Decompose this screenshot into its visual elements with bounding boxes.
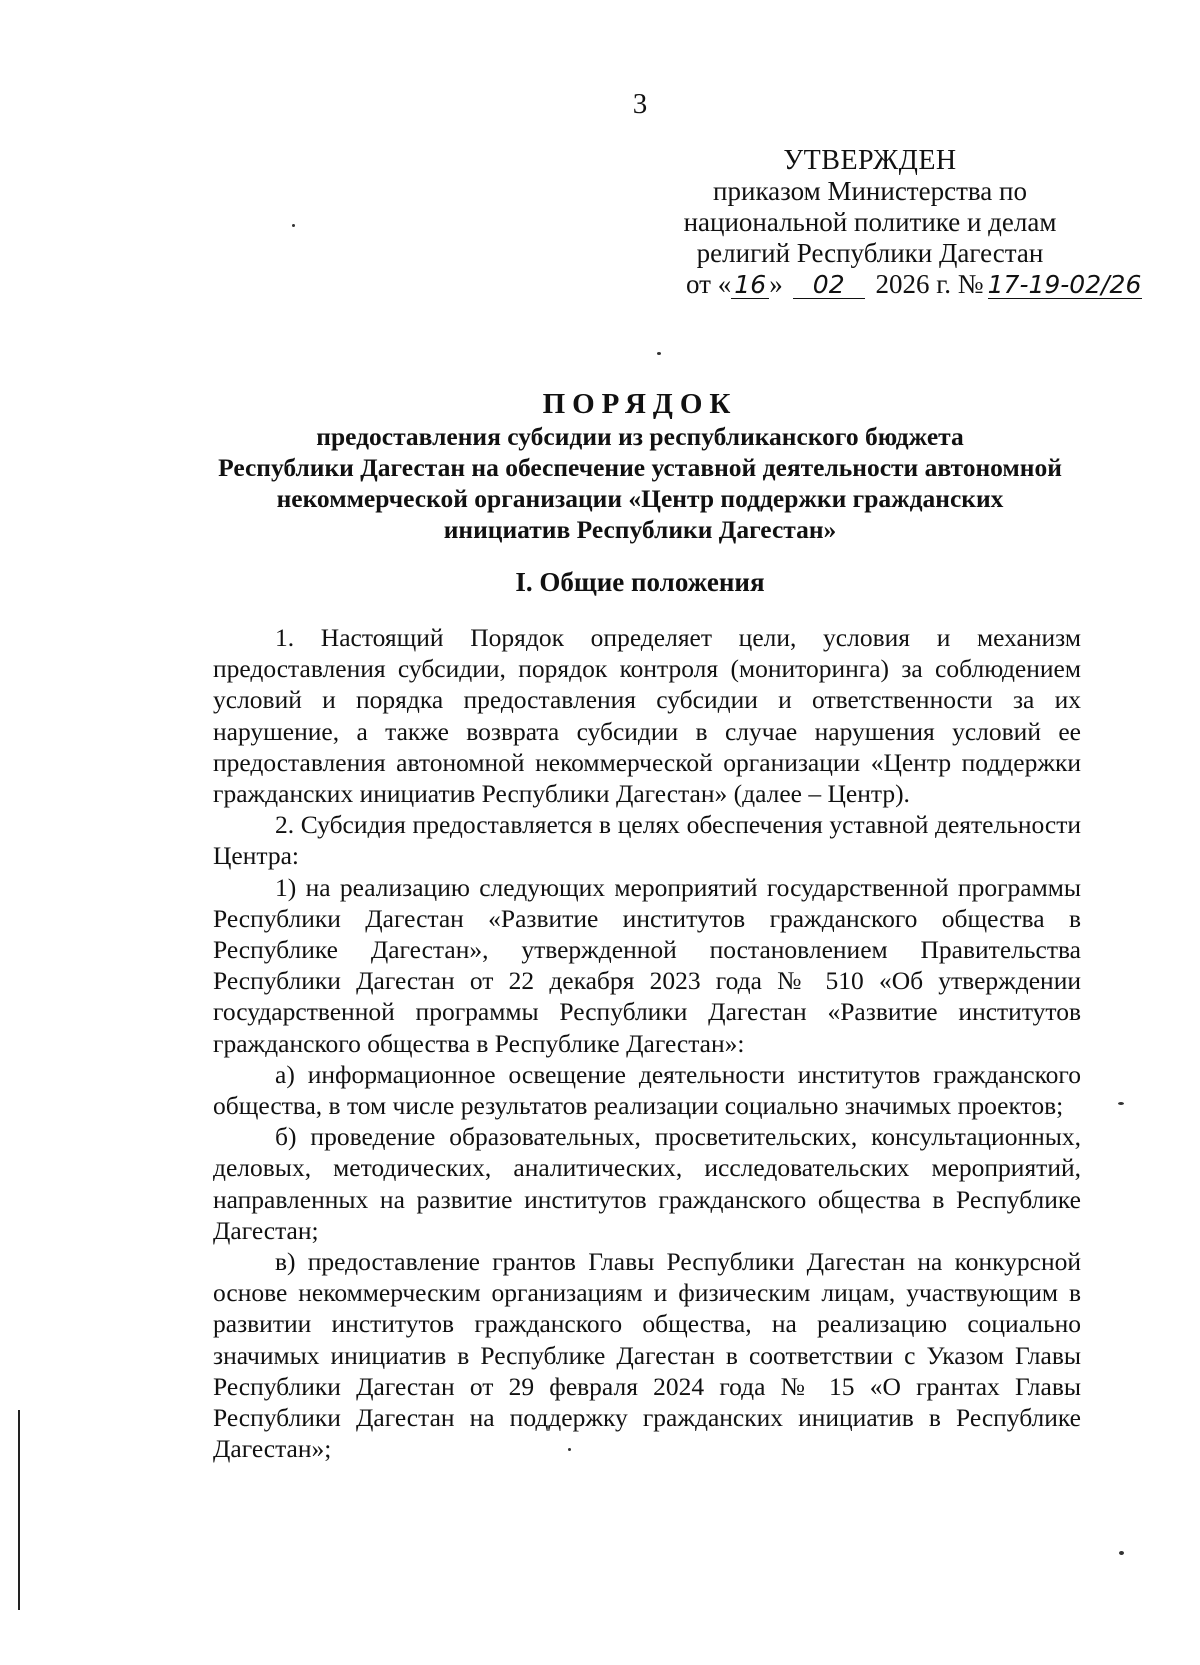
document-subtitle xyxy=(200,421,1080,545)
approval-line: религий Республики Дагестан xyxy=(696,238,1044,268)
page-number: 3 xyxy=(632,88,648,120)
approval-date-line xyxy=(680,269,1142,300)
subtitle-line: Республики Дагестан на обеспечение уставной деятельности автономной xyxy=(218,453,1062,482)
paragraph-item-b: б) проведение образовательных, просветительских, консультационных, деловых, методических, аналитических, исследовательских мероприятий, направленных на развитие институтов гражданского общества в Республике Дагестан; xyxy=(213,1122,1081,1245)
date-mid: » xyxy=(769,269,783,299)
date-year: 2026 г. № xyxy=(875,269,984,299)
approval-stamp-block xyxy=(680,145,1142,300)
scan-speck xyxy=(568,1448,571,1451)
handwritten-order-number: 17-19-02/26 xyxy=(987,270,1142,299)
approval-line: приказом Министерства по xyxy=(713,176,1027,206)
subtitle-line: инициатив Республики Дагестан» xyxy=(443,515,837,544)
paragraph-subclause-1: 1) на реализацию следующих мероприятий государственной программы Республики Дагестан «Развитие институтов гражданского общества в Республике Дагестан», утвержденной постановлением Правительства Республики Дагестан от 22 декабря 2023 года № 510 «Об утверждении государственной программы Республики Дагестан «Развитие институтов гражданского общества в Республике Дагестан»: xyxy=(213,872,1081,1058)
approval-line: национальной политике и делам xyxy=(683,207,1057,237)
section-heading: I. Общие положения xyxy=(515,567,765,597)
subtitle-line: предоставления субсидии из республиканского бюджета xyxy=(316,422,964,451)
paragraph-item-v: в) предоставление грантов Главы Республики Дагестан на конкурсной основе некоммерческим организациям и физическим лицам, участвующим в развитии институтов гражданского общества, на реализацию социально значимых инициатив в Республике Дагестан в соответствии с Указом Главы Республики Дагестан от 29 февраля 2024 года № 15 «О грантах Главы Республики Дагестан на поддержку гражданских инициатив в Республике Дагестан»; xyxy=(213,1247,1081,1464)
scan-speck xyxy=(1118,1102,1124,1105)
scan-speck xyxy=(1119,1551,1124,1555)
paragraph-item-a: а) информационное освещение деятельности институтов гражданского общества, в том числе результатов реализации социально значимых проектов; xyxy=(213,1059,1081,1121)
scan-margin-line xyxy=(18,1410,20,1610)
date-prefix: от « xyxy=(686,269,732,299)
scan-speck xyxy=(292,224,295,227)
subtitle-line: некоммерческой организации «Центр поддержки гражданских xyxy=(276,484,1004,513)
handwritten-day: 16 xyxy=(731,272,769,299)
paragraph-clause-1: 1. Настоящий Порядок определяет цели, условия и механизм предоставления субсидии, порядок контроля (мониторинга) за соблюдением условий и порядка предоставления субсидии и ответственности за их нарушение, а также возврата субсидии в случае нарушения условий ее предоставления автономной некоммерческой организации «Центр поддержки гражданских инициатив Республики Дагестан» (далее – Центр). xyxy=(213,623,1081,809)
document-title: ПОРЯДОК xyxy=(542,388,738,420)
handwritten-month: 02 xyxy=(793,272,865,299)
document-body xyxy=(213,622,1081,1464)
approval-heading: УТВЕРЖДЕН xyxy=(783,145,957,176)
paragraph-clause-2: 2. Субсидия предоставляется в целях обеспечения уставной деятельности Центра: xyxy=(213,810,1081,871)
scan-speck xyxy=(657,352,661,355)
